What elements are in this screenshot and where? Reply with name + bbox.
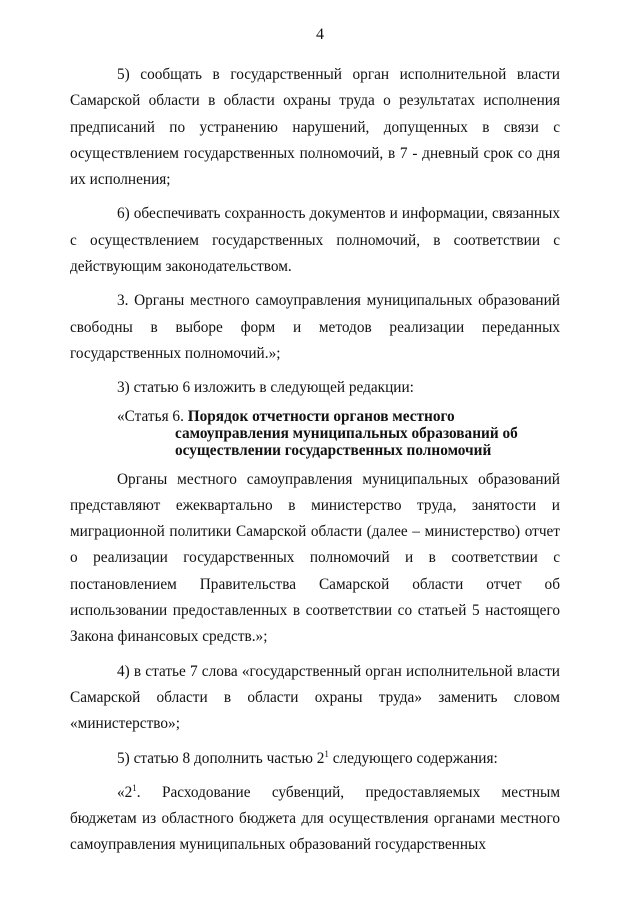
amend-8-superscript: 1 xyxy=(324,748,329,759)
paragraph-clause-3: 3. Органы местного самоуправления муниципальных образований свободны в выборе форм и методов реализации переданных государственных полномочий.»; xyxy=(70,292,560,362)
paragraph-part-2-1 xyxy=(70,780,560,859)
paragraph-amend-article-6: 3) статью 6 изложить в следующей редакции: xyxy=(117,379,414,397)
article-6-prefix: «Статья 6. xyxy=(117,407,188,425)
amend-8-text-a: 5) статью 8 дополнить частью 2 xyxy=(117,749,325,767)
paragraph-amend-article-8 xyxy=(70,746,560,772)
paragraph-amend-article-7: 4) в статье 7 слова «государственный орган исполнительной власти Самарской области в области охраны труда» заменить словом «министерство»; xyxy=(70,662,560,733)
page-number: 4 xyxy=(316,26,324,43)
paragraph-item-5: 5) сообщать в государственный орган исполнительной власти Самарской области в области охраны труда о результатах исполнения предписаний по устранению нарушений, допущенных в связи с осуществлением государственных полномочий, в 7 - дневный срок со дня их исполнения; xyxy=(70,66,560,189)
part-2-1-superscript: 1 xyxy=(132,782,137,793)
article-6-title-line-1: Порядок отчетности органов местного xyxy=(187,407,455,425)
amend-8-text-b: следующего содержания: xyxy=(328,749,498,767)
part-2-1-text-b: . Расходование субвенций, предоставляемых местным бюджетам из областного бюджета для осуществления органами местного самоуправления муниципальных образований государственных xyxy=(70,783,560,854)
document-body xyxy=(70,62,560,859)
paragraph-item-6: 6) обеспечивать сохранность документов и информации, связанных с осуществлением государственных полномочий, в соответствии с действующим законодательством. xyxy=(70,205,560,276)
part-2-1-text-a: «2 xyxy=(117,783,133,801)
article-6-title-line-2: самоуправления муниципальных образований об xyxy=(175,424,518,442)
article-6-heading xyxy=(70,408,560,459)
article-6-title-line-3: осуществлении государственных полномочий xyxy=(175,441,492,459)
paragraph-article-6-body: Органы местного самоуправления муниципальных образований представляют ежеквартально в министерство труда, занятости и миграционной политики Самарской области (далее – министерство) отчет о реализации государственных полномочий и в соответствии с постановлением Правительства Самарской области отчет об использовании предоставленных в соответствии со статьей 5 настоящего Закона финансовых средств.»; xyxy=(70,470,560,646)
